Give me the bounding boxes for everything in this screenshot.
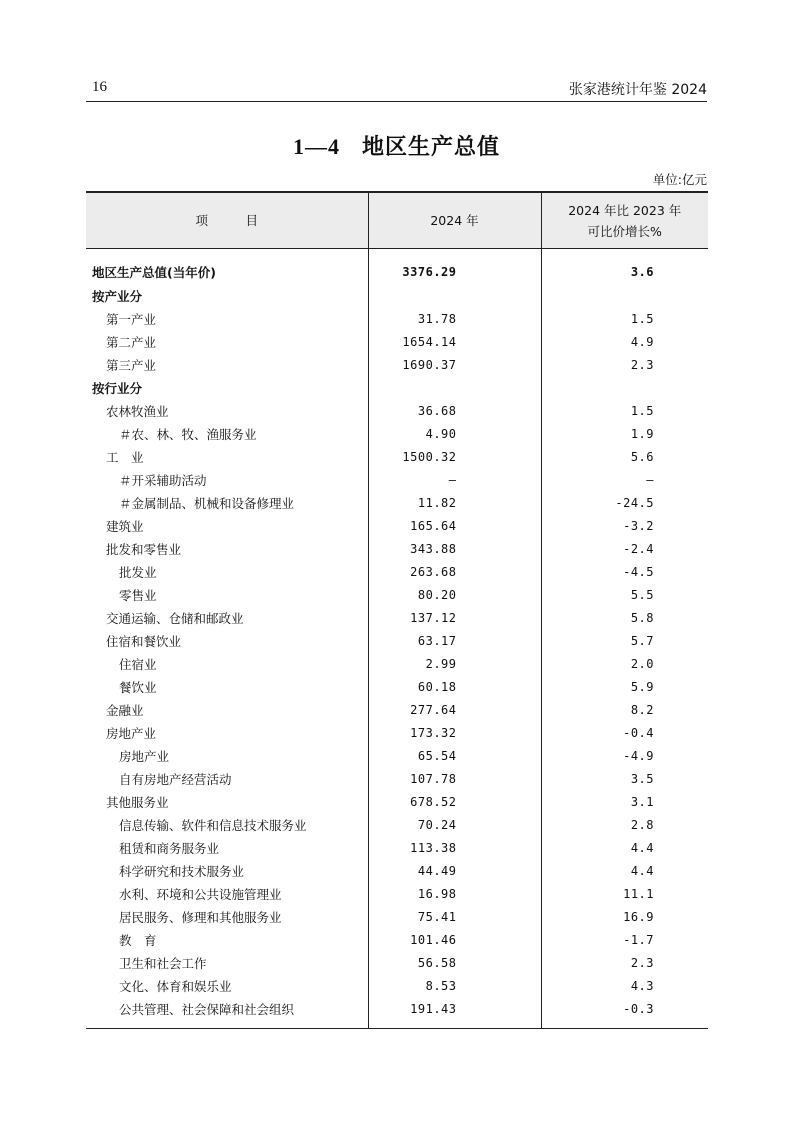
- row-growth: 1.9: [630, 426, 654, 441]
- row-value-2024: 173.32: [368, 721, 541, 744]
- table-row: [86, 330, 708, 353]
- row-growth: -4.5: [623, 564, 654, 579]
- row-growth: 16.9: [623, 909, 654, 924]
- row-value-2024: 11.82: [368, 491, 541, 514]
- row-value-2024: 65.54: [368, 744, 541, 767]
- row-value-2024: 31.78: [368, 307, 541, 330]
- row-label: 金融业: [86, 698, 368, 721]
- row-value-2024: 16.98: [368, 882, 541, 905]
- table-row: [86, 284, 708, 307]
- row-label: 批发业: [86, 560, 368, 583]
- row-growth: 5.7: [630, 633, 654, 648]
- row-value-2024: 4.90: [368, 422, 541, 445]
- row-label: 第二产业: [86, 330, 368, 353]
- row-value-2024: 277.64: [368, 698, 541, 721]
- row-value-2024: 1690.37: [368, 353, 541, 376]
- row-value-2024: 60.18: [368, 675, 541, 698]
- table-row: [86, 882, 708, 905]
- table-row: [86, 445, 708, 468]
- row-label: 租赁和商务服务业: [86, 836, 368, 859]
- table-number: 1—4: [292, 134, 340, 159]
- table-row: [86, 905, 708, 928]
- row-label: 科学研究和技术服务业: [86, 859, 368, 882]
- row-value-2024: 343.88: [368, 537, 541, 560]
- row-value-2024: 56.58: [368, 951, 541, 974]
- row-label: 住宿和餐饮业: [86, 629, 368, 652]
- row-value-2024: 44.49: [368, 859, 541, 882]
- row-label: 地区生产总值(当年价): [86, 249, 368, 285]
- row-value-2024: 3376.29: [368, 249, 541, 285]
- table-row: [86, 767, 708, 790]
- table-body: [86, 249, 708, 1029]
- row-label: 教 育: [86, 928, 368, 951]
- row-value-2024: 80.20: [368, 583, 541, 606]
- table-row: [86, 491, 708, 514]
- row-growth: [541, 376, 708, 399]
- row-growth: 4.9: [630, 334, 654, 349]
- row-value-2024: 63.17: [368, 629, 541, 652]
- table-row: [86, 514, 708, 537]
- row-growth: [541, 284, 708, 307]
- row-value-2024: [368, 376, 541, 399]
- table-row: [86, 836, 708, 859]
- row-growth: —: [646, 472, 654, 487]
- row-label: 房地产业: [86, 721, 368, 744]
- row-label: 公共管理、社会保障和社会组织: [86, 997, 368, 1029]
- running-title: 张家港统计年鉴 2024: [568, 82, 707, 98]
- row-label: 其他服务业: [86, 790, 368, 813]
- row-value-2024: 678.52: [368, 790, 541, 813]
- row-label: 工 业: [86, 445, 368, 468]
- row-growth: 3.6: [630, 264, 654, 279]
- row-label: 农林牧渔业: [86, 399, 368, 422]
- row-value-2024: 107.78: [368, 767, 541, 790]
- row-value-2024: 75.41: [368, 905, 541, 928]
- row-label: 信息传输、软件和信息技术服务业: [86, 813, 368, 836]
- row-value-2024: 8.53: [368, 974, 541, 997]
- row-growth: 2.3: [630, 955, 654, 970]
- row-growth: 1.5: [630, 311, 654, 326]
- row-label: 第三产业: [86, 353, 368, 376]
- table-row: [86, 744, 708, 767]
- table-row: [86, 790, 708, 813]
- row-label: 按行业分: [86, 376, 368, 399]
- row-value-2024: 165.64: [368, 514, 541, 537]
- row-growth: 5.9: [630, 679, 654, 694]
- row-growth: 2.0: [630, 656, 654, 671]
- row-label: 按产业分: [86, 284, 368, 307]
- row-label: 房地产业: [86, 744, 368, 767]
- table-row: [86, 307, 708, 330]
- table-row: [86, 353, 708, 376]
- table-row: [86, 606, 708, 629]
- row-growth: -24.5: [615, 495, 654, 510]
- row-growth: -1.7: [623, 932, 654, 947]
- row-growth: 4.3: [630, 978, 654, 993]
- column-header-growth: [541, 192, 708, 249]
- row-label: ＃农、林、牧、渔服务业: [86, 422, 368, 445]
- row-label: 交通运输、仓储和邮政业: [86, 606, 368, 629]
- table-row: [86, 997, 708, 1029]
- page-number: 16: [92, 79, 107, 95]
- row-growth: -0.3: [541, 997, 708, 1029]
- row-growth: 5.6: [630, 449, 654, 464]
- column-header-2024: 2024 年: [368, 192, 541, 249]
- row-value-2024: [368, 284, 541, 307]
- table-row: [86, 951, 708, 974]
- row-value-2024: 137.12: [368, 606, 541, 629]
- row-growth: 5.8: [630, 610, 654, 625]
- row-label: 住宿业: [86, 652, 368, 675]
- table-title-text: 地区生产总值: [361, 135, 500, 160]
- column-header-growth-line2: 可比价增长%: [587, 223, 662, 239]
- table-row: [86, 583, 708, 606]
- row-growth: 4.4: [630, 863, 654, 878]
- row-growth: 2.8: [630, 817, 654, 832]
- row-growth: 11.1: [623, 886, 654, 901]
- row-growth: -2.4: [623, 541, 654, 556]
- table-row: [86, 675, 708, 698]
- row-label: ＃金属制品、机械和设备修理业: [86, 491, 368, 514]
- row-growth: 5.5: [630, 587, 654, 602]
- row-value-2024: 70.24: [368, 813, 541, 836]
- row-growth: 4.4: [630, 840, 654, 855]
- unit-label: 单位:亿元: [652, 172, 707, 187]
- table-row: [86, 249, 708, 285]
- row-label: ＃开采辅助活动: [86, 468, 368, 491]
- table-row: [86, 399, 708, 422]
- row-value-2024: —: [368, 468, 541, 491]
- table-title: [0, 130, 793, 161]
- row-growth: 1.5: [630, 403, 654, 418]
- table-row: [86, 698, 708, 721]
- row-label: 第一产业: [86, 307, 368, 330]
- table-row: [86, 376, 708, 399]
- header-rule: [86, 101, 707, 102]
- row-growth: -0.4: [623, 725, 654, 740]
- table-row: [86, 422, 708, 445]
- column-header-growth-line1: 2024 年比 2023 年: [568, 202, 682, 218]
- row-label: 零售业: [86, 583, 368, 606]
- gdp-table: [86, 191, 708, 1029]
- row-growth: -4.9: [623, 748, 654, 763]
- table-row: [86, 974, 708, 997]
- row-label: 卫生和社会工作: [86, 951, 368, 974]
- row-value-2024: 191.43: [368, 997, 541, 1029]
- row-label: 水利、环境和公共设施管理业: [86, 882, 368, 905]
- row-label: 批发和零售业: [86, 537, 368, 560]
- table-row: [86, 652, 708, 675]
- table-row: [86, 560, 708, 583]
- row-value-2024: 1654.14: [368, 330, 541, 353]
- row-value-2024: 1500.32: [368, 445, 541, 468]
- table-row: [86, 468, 708, 491]
- row-label: 文化、体育和娱乐业: [86, 974, 368, 997]
- row-growth: -3.2: [623, 518, 654, 533]
- table-row: [86, 629, 708, 652]
- table-row: [86, 813, 708, 836]
- row-label: 餐饮业: [86, 675, 368, 698]
- row-growth: 3.1: [630, 794, 654, 809]
- table-row: [86, 537, 708, 560]
- row-value-2024: 36.68: [368, 399, 541, 422]
- row-value-2024: 101.46: [368, 928, 541, 951]
- row-growth: 8.2: [630, 702, 654, 717]
- row-label: 建筑业: [86, 514, 368, 537]
- table-header-row: [86, 192, 708, 249]
- column-header-item: 项 目: [86, 192, 368, 249]
- row-label: 自有房地产经营活动: [86, 767, 368, 790]
- table-row: [86, 859, 708, 882]
- table-row: [86, 721, 708, 744]
- row-value-2024: 2.99: [368, 652, 541, 675]
- row-growth: 3.5: [630, 771, 654, 786]
- row-label: 居民服务、修理和其他服务业: [86, 905, 368, 928]
- table-row: [86, 928, 708, 951]
- row-value-2024: 113.38: [368, 836, 541, 859]
- row-growth: 2.3: [630, 357, 654, 372]
- row-value-2024: 263.68: [368, 560, 541, 583]
